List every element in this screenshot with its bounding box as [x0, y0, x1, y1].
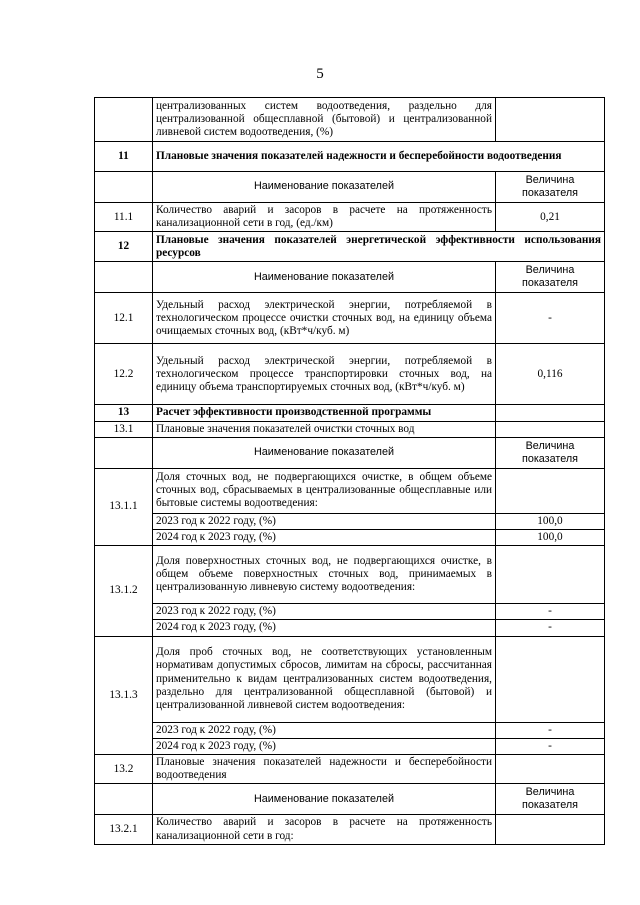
value-cell [496, 421, 605, 437]
header-name: Наименование показателей [153, 784, 496, 815]
row-number-cell [95, 172, 153, 203]
row-number: 12.2 [95, 344, 153, 405]
table-row [95, 636, 605, 722]
section-number: 11 [95, 142, 153, 172]
section-title: Плановые значения показателей энергетической эффективности использования ресурсов [153, 232, 605, 262]
table-row [95, 620, 605, 636]
row-number: 13.1.1 [95, 468, 153, 545]
row-number: 13.2 [95, 755, 153, 784]
indicator-text: Плановые значения показателей надежности и бесперебойности водоотведения [153, 755, 496, 784]
header-value: Величина показателя [496, 262, 605, 293]
row-number-cell [95, 437, 153, 468]
header-value: Величина показателя [496, 784, 605, 815]
section-title: Плановые значения показателей надежности и бесперебойности водоотведения [153, 142, 605, 172]
indicator-text: централизованных систем водоотведения, раздельно для централизованной общесплавной (бытовой) и централизованной ливневой систем водоотведения, (%) [153, 98, 496, 142]
header-row [95, 784, 605, 815]
row-number: 13.1 [95, 421, 153, 437]
table-row [95, 530, 605, 546]
indicator-value: - [496, 620, 605, 636]
table-row [95, 738, 605, 754]
period-label: 2023 год к 2022 году, (%) [153, 513, 496, 529]
section-row [95, 405, 605, 421]
row-number: 13.1.2 [95, 546, 153, 636]
indicator-value: 0,21 [496, 203, 605, 232]
header-name: Наименование показателей [153, 437, 496, 468]
indicator-value: 100,0 [496, 530, 605, 546]
section-number: 12 [95, 232, 153, 262]
period-label: 2023 год к 2022 году, (%) [153, 604, 496, 620]
indicator-value: - [496, 604, 605, 620]
indicator-value: - [496, 722, 605, 738]
row-number: 13.2.1 [95, 815, 153, 844]
row-number-cell [95, 784, 153, 815]
indicator-text: Плановые значения показателей очистки сточных вод [153, 421, 496, 437]
period-label: 2024 год к 2023 году, (%) [153, 620, 496, 636]
row-number-cell [95, 98, 153, 142]
header-row [95, 172, 605, 203]
table-row [95, 203, 605, 232]
table-row [95, 546, 605, 604]
value-cell [496, 636, 605, 722]
table-row [95, 755, 605, 784]
page-number: 5 [316, 66, 324, 82]
value-cell [496, 546, 605, 604]
table-row [95, 98, 605, 142]
table-row [95, 722, 605, 738]
indicator-text: Количество аварий и засоров в расчете на протяженность канализационной сети в год, (ед./км) [153, 203, 496, 232]
value-cell [496, 755, 605, 784]
row-number-cell [95, 262, 153, 293]
indicator-text: Количество аварий и засоров в расчете на протяженность канализационной сети в год: [153, 815, 496, 844]
period-label: 2024 год к 2023 году, (%) [153, 738, 496, 754]
value-cell [496, 468, 605, 513]
table-row [95, 604, 605, 620]
header-row [95, 262, 605, 293]
indicator-value: - [496, 738, 605, 754]
header-row [95, 437, 605, 468]
indicator-value: - [496, 293, 605, 344]
indicators-table [94, 97, 605, 845]
table-row [95, 344, 605, 405]
section-row [95, 142, 605, 172]
header-value: Величина показателя [496, 437, 605, 468]
table-row [95, 513, 605, 529]
row-number: 13.1.3 [95, 636, 153, 754]
indicator-text: Доля проб сточных вод, не соответствующих установленным нормативам допустимых сбросов, лимитам на сбросы, рассчитанная применительно к видам централизованных систем водоотведения, раздельно для централизованной общесплавной (бытовой) и централизованной ливневой систем водоотведения: [153, 636, 496, 722]
header-name: Наименование показателей [153, 262, 496, 293]
value-cell [496, 405, 605, 421]
period-label: 2023 год к 2022 году, (%) [153, 722, 496, 738]
table-row [95, 468, 605, 513]
value-cell [496, 98, 605, 142]
table-row [95, 293, 605, 344]
indicator-text: Удельный расход электрической энергии, потребляемой в технологическом процессе транспортировки сточных вод, на единицу объема транспортируемых сточных вод, (кВт*ч/куб. м) [153, 344, 496, 405]
table-row [95, 421, 605, 437]
indicator-text: Доля сточных вод, не подвергающихся очистке, в общем объеме сточных вод, сбрасываемых в централизованные общесплавные или бытовые системы водоотведения: [153, 468, 496, 513]
indicator-text: Удельный расход электрической энергии, потребляемой в технологическом процессе очистки сточных вод, на единицу объема очищаемых сточных вод, (кВт*ч/куб. м) [153, 293, 496, 344]
section-number: 13 [95, 405, 153, 421]
row-number: 11.1 [95, 203, 153, 232]
value-cell [496, 815, 605, 844]
indicator-value: 100,0 [496, 513, 605, 529]
indicator-value: 0,116 [496, 344, 605, 405]
header-value: Величина показателя [496, 172, 605, 203]
indicator-text: Доля поверхностных сточных вод, не подвергающихся очистке, в общем объеме поверхностных сточных вод, принимаемых в централизованную ливневую систему водоотведения: [153, 546, 496, 604]
header-name: Наименование показателей [153, 172, 496, 203]
section-title: Расчет эффективности производственной программы [153, 405, 496, 421]
table-row [95, 815, 605, 844]
section-row [95, 232, 605, 262]
row-number: 12.1 [95, 293, 153, 344]
period-label: 2024 год к 2023 году, (%) [153, 530, 496, 546]
